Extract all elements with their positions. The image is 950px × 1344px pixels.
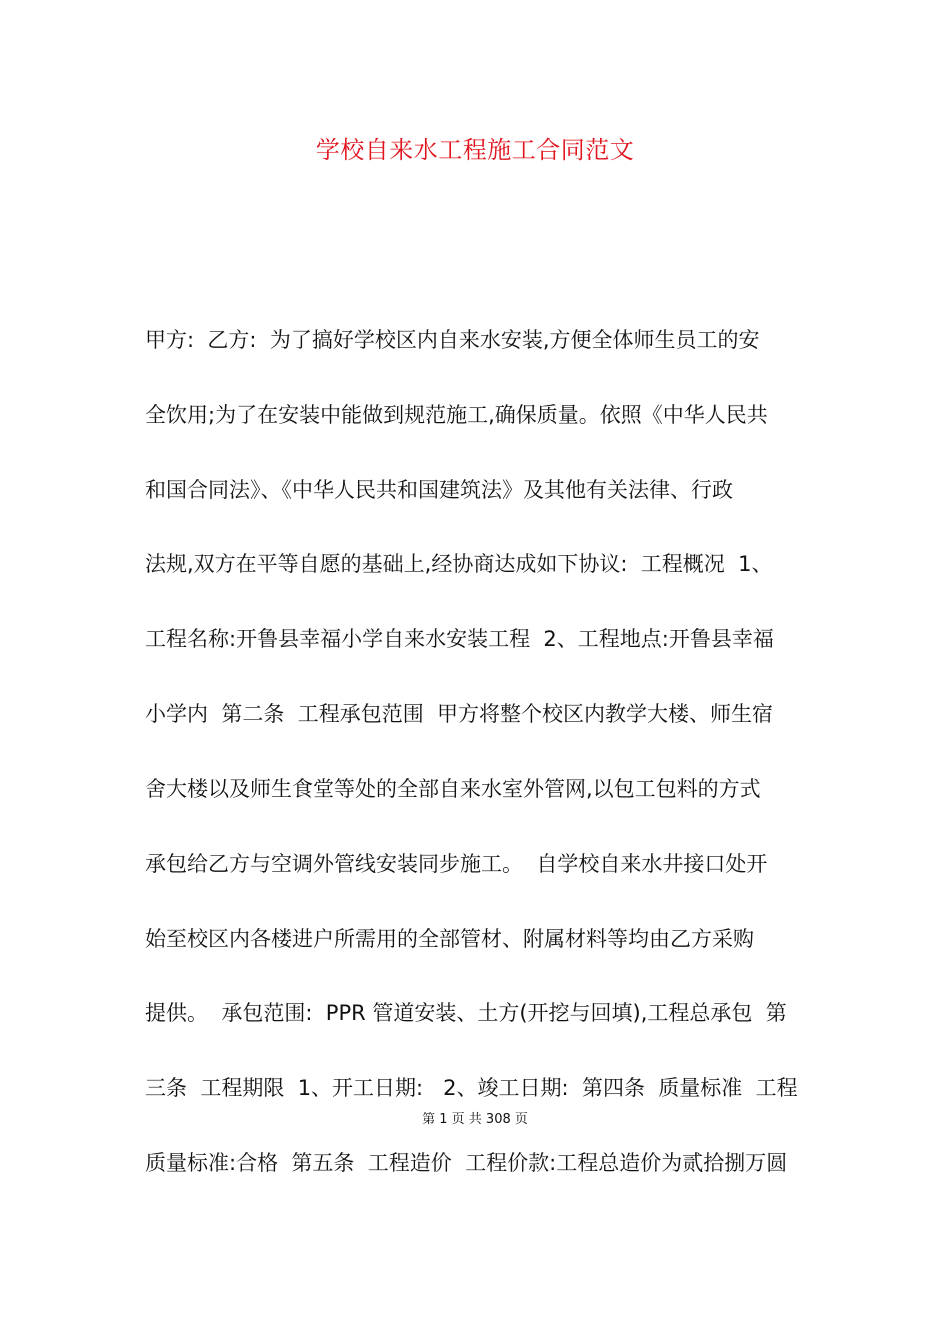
page-number: 第 1 页 共 308 页 xyxy=(422,1112,528,1127)
body-line: 工程名称:开鲁县幸福小学自来水安装工程 2、工程地点:开鲁县幸福 xyxy=(145,627,774,651)
body-line: 承包给乙方与空调外管线安装同步施工。 自学校自来水井接口处开 xyxy=(145,852,768,876)
body-line: 舍大楼以及师生食堂等处的全部自来水室外管网,以包工包料的方式 xyxy=(145,777,761,801)
body-line: 始至校区内各楼进户所需用的全部管材、附属材料等均由乙方采购 xyxy=(145,927,754,951)
page-title: 学校自来水工程施工合同范文 xyxy=(315,136,635,164)
body-line: 和国合同法》、《中华人民共和国建筑法》及其他有关法律、行政 xyxy=(145,478,733,502)
body-line: 小学内 第二条 工程承包范围 甲方将整个校区内教学大楼、师生宿 xyxy=(145,702,774,726)
body-line: 甲方: 乙方: 为了搞好学校区内自来水安装,方便全体师生员工的安 xyxy=(145,328,760,352)
body-line: 质量标准:合格 第五条 工程造价 工程价款:工程总造价为贰拾捌万圆 xyxy=(145,1151,788,1175)
body-line: 全饮用;为了在安装中能做到规范施工,确保质量。依照《中华人民共 xyxy=(145,403,768,427)
body-line: 三条 工程期限 1、开工日期: 2、竣工日期: 第四条 质量标准 工程 xyxy=(145,1076,798,1100)
body-line: 法规,双方在平等自愿的基础上,经协商达成如下协议: 工程概况 1、 xyxy=(145,552,773,576)
body-line: 提供。 承包范围: PPR 管道安装、土方(开挖与回填),工程总承包 第 xyxy=(145,1001,787,1025)
